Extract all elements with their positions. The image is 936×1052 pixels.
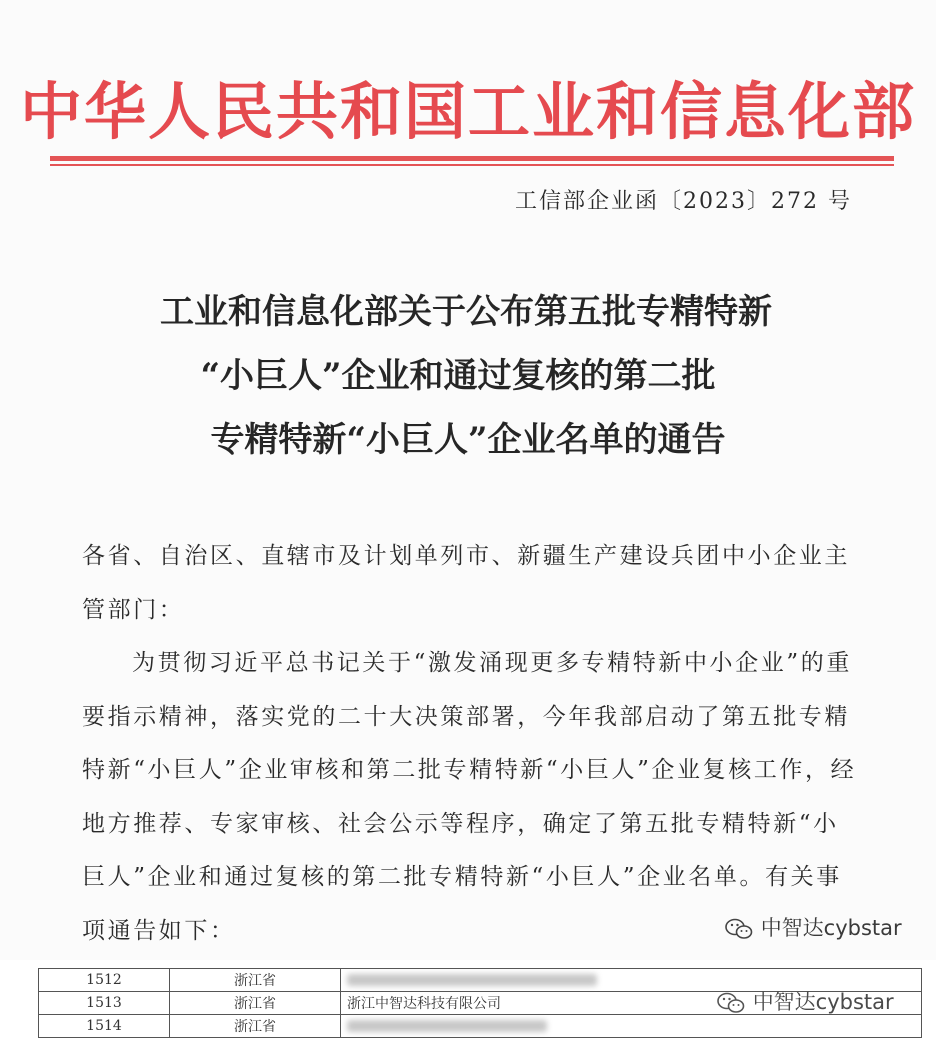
wechat-icon [724, 917, 754, 941]
red-header-rule-thin [50, 164, 894, 166]
wechat-icon [716, 991, 746, 1015]
ministry-header: 中华人民共和国工业和信息化部 [19, 75, 916, 148]
row-company-redacted [341, 1015, 922, 1038]
title-line-2: “小巨人”企业和通过复核的第二批 [200, 356, 716, 396]
paragraph-1: 为贯彻习近平总书记关于“激发涌现更多专精特新中小企业”的重要指示精神，落实党的二十大决策部署，今年我部启动了第五批专精特新“小巨人”企业审核和第二批专精特新“小巨人”企业复核工作，经地方推荐、专家审核、社会公示等程序，确定了第五批专精特新“小巨人”企业和通过复核的第二批专精特新“小巨人”企业名单。有关事项通告如下： [82, 650, 857, 944]
document-body [82, 530, 862, 958]
row-number: 1513 [39, 992, 170, 1015]
document-number: 工信部企业函〔2023〕272 号 [515, 189, 852, 214]
row-province: 浙江省 [170, 1015, 341, 1038]
red-header-rule-thick [50, 156, 894, 161]
watermark-text: 中智达cybstar [752, 990, 894, 1014]
redaction-blur [347, 1020, 547, 1032]
watermark-text: 中智达cybstar [760, 916, 902, 940]
title-line-1: 工业和信息化部关于公布第五批专精特新 [160, 292, 772, 332]
row-number: 1512 [39, 969, 170, 992]
row-province: 浙江省 [170, 969, 341, 992]
title-line-3: 专精特新“小巨人”企业名单的通告 [210, 420, 726, 460]
watermark [724, 912, 902, 942]
salutation: 各省、自治区、直辖市及计划单列市、新疆生产建设兵团中小企业主管部门： [82, 543, 850, 623]
watermark-2 [716, 986, 894, 1016]
redaction-blur [347, 974, 597, 986]
row-company: 浙江中智达科技有限公司 [341, 992, 922, 1015]
row-number: 1514 [39, 1015, 170, 1038]
table-row [39, 1015, 922, 1038]
row-province: 浙江省 [170, 992, 341, 1015]
